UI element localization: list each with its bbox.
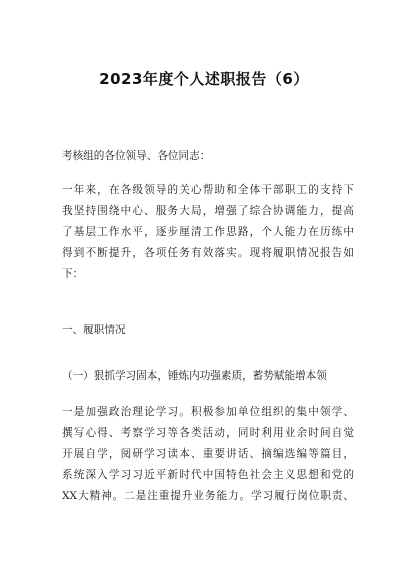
body-paragraph [62, 402, 354, 507]
salutation: 考核组的各位领导、各位同志： [62, 150, 211, 162]
intro-line: 我坚持围绕中心、服务大局，增强了综合协调能力，提高 [62, 205, 354, 217]
intro-line: 一年来，在各级领导的关心帮助和全体干部职工的支持下 [62, 184, 354, 196]
section-heading: 一、履职情况 [62, 324, 126, 336]
body-line: XX大精神。二是注重提升业务能力。学习履行岗位职责、 [62, 490, 354, 502]
intro-line: 下： [62, 268, 84, 280]
intro-line: 得到不断提升，各项任务有效落实。现将履职情况报告如 [62, 247, 354, 259]
body-line: 一是加强政治理论学习。积极参加单位组织的集中领学、 [62, 406, 354, 418]
document-title: 2023年度个人述职报告（6） [99, 70, 309, 88]
intro-paragraph [62, 180, 354, 285]
body-line: 撰写心得、考察学习等各类活动，同时利用业余时间自觉 [62, 427, 354, 439]
intro-line: 了基层工作水平，逐步厘清工作思路，个人能力在历练中 [62, 226, 354, 238]
sub-heading: （一）狠抓学习固本，锤炼内功强素质，蓄势赋能增本领 [62, 370, 327, 382]
body-line: 系统深入学习习近平新时代中国特色社会主义思想和党的 [62, 469, 354, 481]
body-line: 开展自学，阅研学习读本、重要讲话、摘编选编等篇目， [62, 448, 354, 460]
